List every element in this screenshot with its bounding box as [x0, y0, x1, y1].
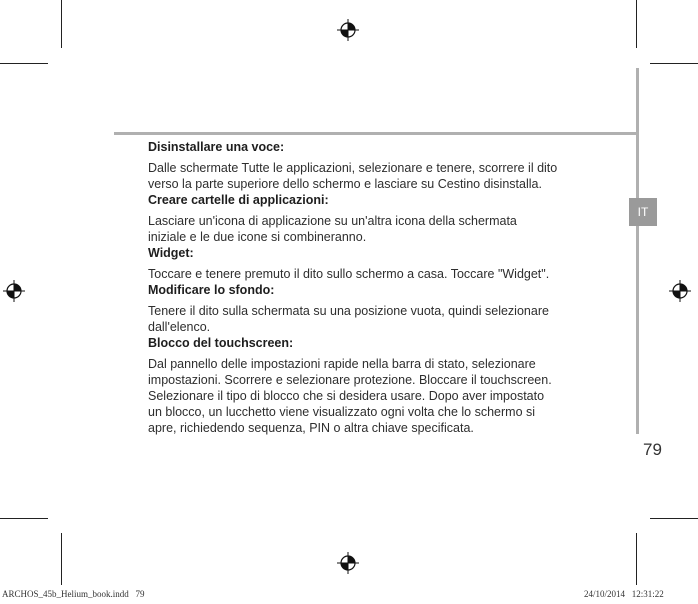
crop-mark-top-right-vertical: [636, 0, 637, 48]
page-content: [148, 140, 618, 437]
registration-mark-top-icon: [336, 18, 360, 42]
section-body-widget: Toccare e tenere premuto il dito sullo schermo a casa. Toccare "Widget".: [148, 267, 550, 281]
section-body-screen-lock: Dal pannello delle impostazioni rapide nella barra di stato, selezionare impostazioni. Scorrere e selezionare protezione. Bloccare il touchscreen. Selezionare il tipo di blocco che si desidera usare. Dopo aver impostato un blocco, un lucchetto viene visualizzato ogni volta che lo schermo si apre, richiedendo sequenza, PIN o altra chiave specificata.: [148, 357, 552, 435]
header-rule: [114, 132, 639, 135]
crop-mark-top-right-horizontal: [650, 63, 698, 64]
section-heading-screen-lock: Blocco del touchscreen:: [148, 336, 294, 350]
crop-mark-bottom-right-vertical: [636, 533, 637, 585]
footer-file-name: ARCHOS_45b_Helium_book.indd 79: [2, 589, 145, 599]
section-heading-uninstall: Disinstallare una voce:: [148, 140, 285, 154]
registration-mark-left-icon: [2, 279, 26, 303]
section-heading-folders: Creare cartelle di applicazioni:: [148, 193, 329, 207]
section-heading-widget: Widget:: [148, 246, 194, 260]
crop-mark-top-left-vertical: [61, 0, 62, 48]
crop-mark-bottom-left-horizontal: [0, 518, 48, 519]
section-body-folders: Lasciare un'icona di applicazione su un'altra icona della schermata iniziale e le due icone si combineranno.: [148, 214, 517, 244]
crop-mark-top-left-horizontal: [0, 63, 48, 64]
section-body-wallpaper: Tenere il dito sulla schermata su una posizione vuota, quindi selezionare dall'elenco.: [148, 304, 549, 334]
side-rule: [636, 68, 639, 434]
registration-mark-right-icon: [668, 279, 692, 303]
language-tab: IT: [629, 198, 657, 226]
crop-mark-bottom-right-horizontal: [650, 518, 698, 519]
footer-timestamp: 24/10/2014 12:31:22: [584, 589, 664, 599]
page-number: 79: [643, 440, 662, 459]
section-heading-wallpaper: Modificare lo sfondo:: [148, 283, 275, 297]
registration-mark-bottom-icon: [336, 551, 360, 575]
section-body-uninstall: Dalle schermate Tutte le applicazioni, selezionare e tenere, scorrere il dito verso la parte superiore dello schermo e lasciare su Cestino disinstalla.: [148, 161, 558, 191]
crop-mark-bottom-left-vertical: [61, 533, 62, 585]
